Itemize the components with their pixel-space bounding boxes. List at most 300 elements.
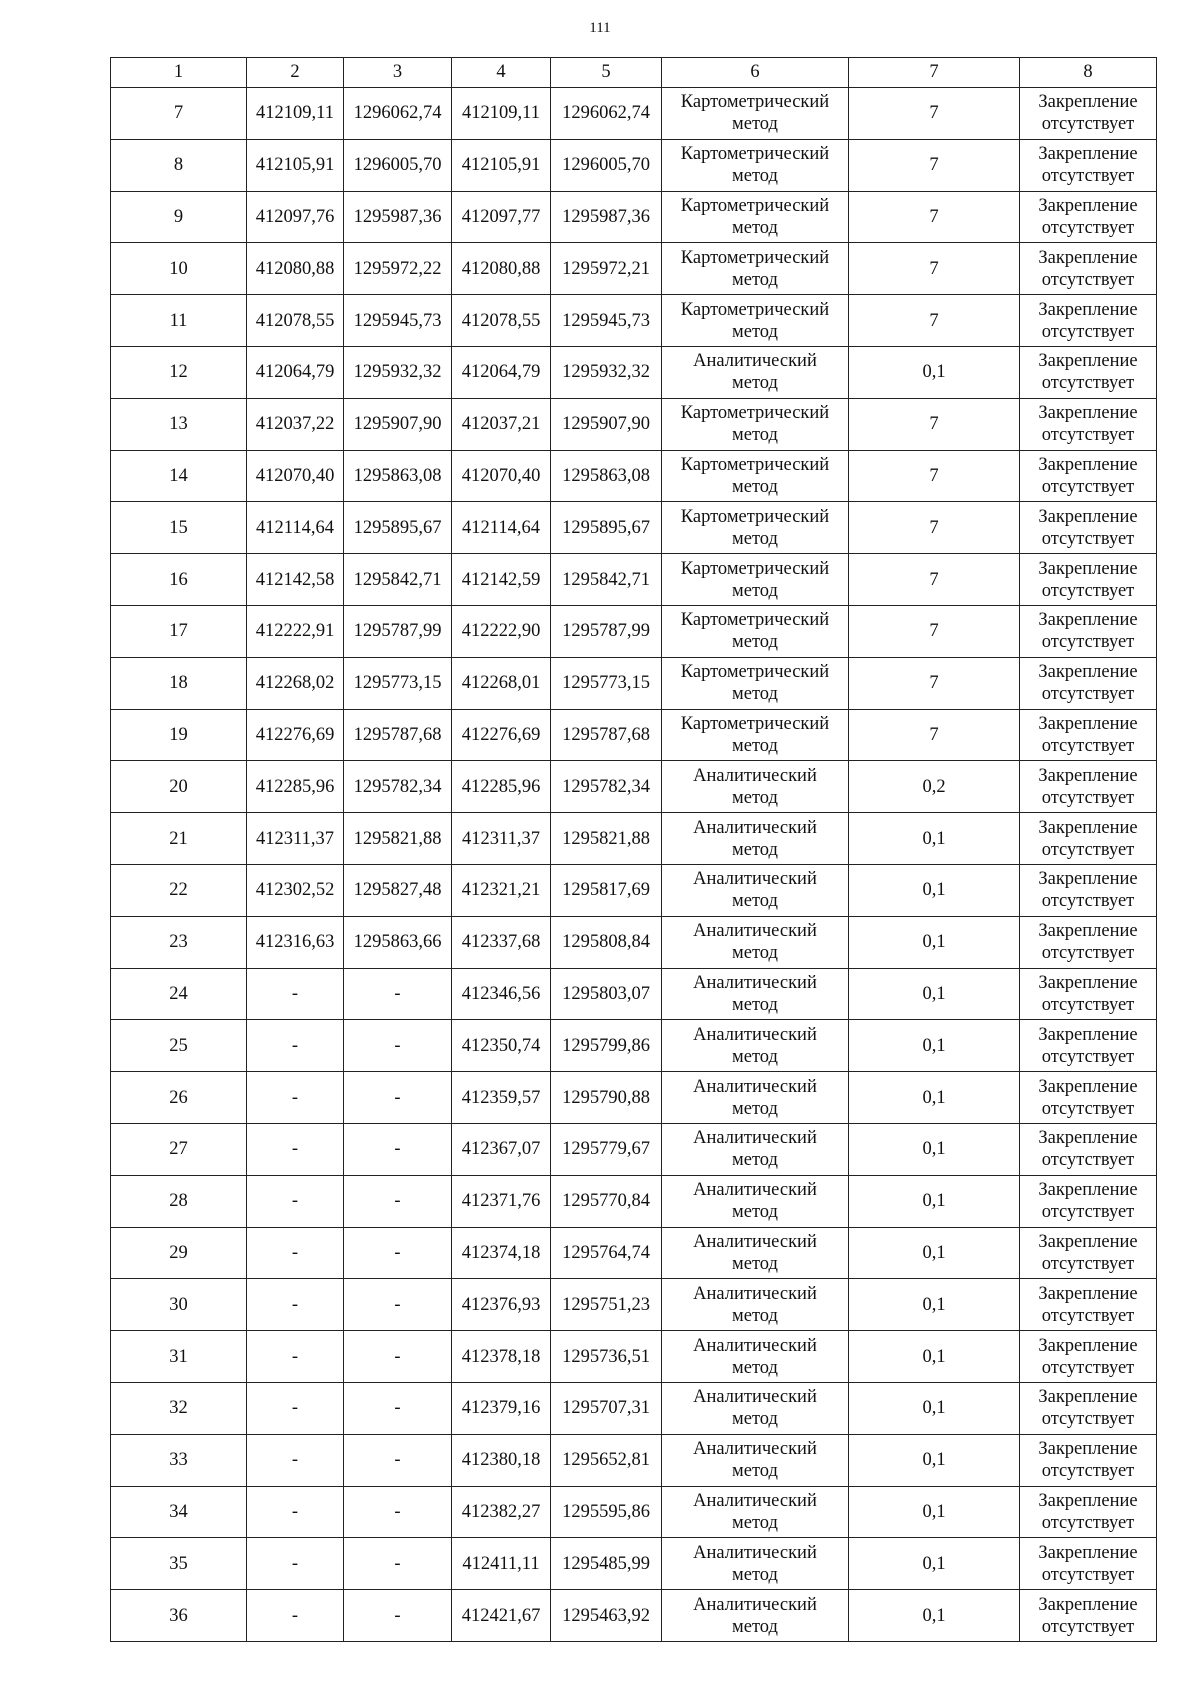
existing-x-cell: 412316,63 <box>247 916 344 968</box>
method-cell <box>662 502 849 554</box>
accuracy-cell: 7 <box>849 295 1020 347</box>
fixing-text: Закрепление <box>1038 1439 1138 1460</box>
column-header: 1 <box>111 58 247 88</box>
accuracy-cell: 0,1 <box>849 1590 1020 1642</box>
accuracy-cell: 0,1 <box>849 1331 1020 1383</box>
fixing-text: Закрепление <box>1038 1542 1138 1563</box>
fixing-cell <box>1020 1072 1157 1124</box>
existing-x-cell: - <box>247 1175 344 1227</box>
existing-x-cell: 412311,37 <box>247 813 344 865</box>
point-number-cell: 34 <box>111 1486 247 1538</box>
method-text: Аналитический <box>693 972 817 993</box>
table-header-row <box>111 58 1157 88</box>
table-row <box>111 450 1157 502</box>
existing-x-cell: 412268,02 <box>247 657 344 709</box>
existing-x-cell: - <box>247 968 344 1020</box>
refined-y-cell: 1295736,51 <box>551 1331 662 1383</box>
existing-x-cell: 412276,69 <box>247 709 344 761</box>
fixing-text: отсутствует <box>1041 269 1135 290</box>
fixing-text: отсутствует <box>1041 891 1135 912</box>
coordinates-table <box>110 57 1157 1642</box>
fixing-text: Закрепление <box>1038 765 1138 786</box>
existing-y-cell: - <box>344 1382 452 1434</box>
fixing-text: Закрепление <box>1038 195 1138 216</box>
existing-y-cell: - <box>344 1020 452 1072</box>
existing-x-cell: 412078,55 <box>247 295 344 347</box>
method-text: метод <box>732 373 778 394</box>
method-text: Аналитический <box>693 921 817 942</box>
table-row <box>111 1331 1157 1383</box>
fixing-text: отсутствует <box>1041 1357 1135 1378</box>
method-cell <box>662 1279 849 1331</box>
existing-x-cell: 412142,58 <box>247 554 344 606</box>
table-row <box>111 761 1157 813</box>
accuracy-cell: 0,1 <box>849 1434 1020 1486</box>
refined-y-cell: 1295803,07 <box>551 968 662 1020</box>
existing-y-cell: - <box>344 1175 452 1227</box>
existing-y-cell: 1295987,36 <box>344 191 452 243</box>
fixing-text: отсутствует <box>1041 1305 1135 1326</box>
refined-x-cell: 412380,18 <box>452 1434 551 1486</box>
refined-x-cell: 412346,56 <box>452 968 551 1020</box>
fixing-text: Закрепление <box>1038 1283 1138 1304</box>
fixing-text: Закрепление <box>1038 921 1138 942</box>
method-text: Картометрический <box>680 299 830 320</box>
method-text: Аналитический <box>693 1231 817 1252</box>
method-text: Аналитический <box>693 765 817 786</box>
method-text: Картометрический <box>680 662 830 683</box>
fixing-text: Закрепление <box>1038 144 1138 165</box>
method-text: метод <box>732 1616 778 1637</box>
method-cell <box>662 1227 849 1279</box>
table-row <box>111 1434 1157 1486</box>
column-header: 8 <box>1020 58 1157 88</box>
refined-y-cell: 1295863,08 <box>551 450 662 502</box>
fixing-text: Закрепление <box>1038 610 1138 631</box>
existing-y-cell: 1295932,32 <box>344 346 452 398</box>
fixing-text: отсутствует <box>1041 1150 1135 1171</box>
refined-x-cell: 412359,57 <box>452 1072 551 1124</box>
refined-x-cell: 412078,55 <box>452 295 551 347</box>
refined-x-cell: 412276,69 <box>452 709 551 761</box>
point-number-cell: 18 <box>111 657 247 709</box>
method-text: Картометрический <box>680 247 830 268</box>
method-text: Аналитический <box>693 1490 817 1511</box>
table-row <box>111 398 1157 450</box>
refined-x-cell: 412421,67 <box>452 1590 551 1642</box>
fixing-cell <box>1020 1486 1157 1538</box>
method-cell <box>662 450 849 502</box>
point-number-cell: 20 <box>111 761 247 813</box>
existing-y-cell: - <box>344 1434 452 1486</box>
refined-y-cell: 1295782,34 <box>551 761 662 813</box>
point-number-cell: 35 <box>111 1538 247 1590</box>
fixing-text: Закрепление <box>1038 92 1138 113</box>
fixing-text: Закрепление <box>1038 972 1138 993</box>
refined-y-cell: 1295817,69 <box>551 864 662 916</box>
fixing-text: отсутствует <box>1041 166 1135 187</box>
existing-y-cell: 1295863,08 <box>344 450 452 502</box>
refined-y-cell: 1295764,74 <box>551 1227 662 1279</box>
method-text: метод <box>732 425 778 446</box>
existing-x-cell: - <box>247 1020 344 1072</box>
refined-x-cell: 412070,40 <box>452 450 551 502</box>
method-text: Аналитический <box>693 1335 817 1356</box>
existing-x-cell: 412302,52 <box>247 864 344 916</box>
accuracy-cell: 0,1 <box>849 864 1020 916</box>
method-cell <box>662 1486 849 1538</box>
refined-y-cell: 1295751,23 <box>551 1279 662 1331</box>
method-cell <box>662 1020 849 1072</box>
existing-y-cell: - <box>344 1590 452 1642</box>
method-text: Аналитический <box>693 1387 817 1408</box>
refined-y-cell: 1295790,88 <box>551 1072 662 1124</box>
fixing-text: отсутствует <box>1041 684 1135 705</box>
method-text: Картометрический <box>680 610 830 631</box>
fixing-cell <box>1020 864 1157 916</box>
table-row <box>111 1279 1157 1331</box>
existing-y-cell: - <box>344 1227 452 1279</box>
existing-y-cell: 1295863,66 <box>344 916 452 968</box>
method-text: метод <box>732 580 778 601</box>
fixing-text: Закрепление <box>1038 817 1138 838</box>
method-text: Аналитический <box>693 869 817 890</box>
refined-y-cell: 1295972,21 <box>551 243 662 295</box>
method-text: Аналитический <box>693 1128 817 1149</box>
existing-x-cell: 412037,22 <box>247 398 344 450</box>
existing-y-cell: - <box>344 1279 452 1331</box>
method-text: Аналитический <box>693 817 817 838</box>
fixing-cell <box>1020 761 1157 813</box>
refined-x-cell: 412222,90 <box>452 605 551 657</box>
fixing-text: отсутствует <box>1041 1461 1135 1482</box>
method-cell <box>662 864 849 916</box>
refined-y-cell: 1295907,90 <box>551 398 662 450</box>
fixing-text: отсутствует <box>1041 1098 1135 1119</box>
existing-y-cell: 1295842,71 <box>344 554 452 606</box>
refined-x-cell: 412378,18 <box>452 1331 551 1383</box>
refined-x-cell: 412367,07 <box>452 1123 551 1175</box>
method-text: метод <box>732 1253 778 1274</box>
fixing-cell <box>1020 1331 1157 1383</box>
method-text: метод <box>732 632 778 653</box>
fixing-cell <box>1020 813 1157 865</box>
method-cell <box>662 191 849 243</box>
method-text: метод <box>732 684 778 705</box>
table-row <box>111 1123 1157 1175</box>
fixing-text: Закрепление <box>1038 1490 1138 1511</box>
fixing-cell <box>1020 346 1157 398</box>
refined-x-cell: 412268,01 <box>452 657 551 709</box>
point-number-cell: 12 <box>111 346 247 398</box>
fixing-text: отсутствует <box>1041 321 1135 342</box>
point-number-cell: 28 <box>111 1175 247 1227</box>
refined-y-cell: 1296062,74 <box>551 88 662 140</box>
method-cell <box>662 346 849 398</box>
fixing-text: Закрепление <box>1038 713 1138 734</box>
point-number-cell: 8 <box>111 139 247 191</box>
table-row <box>111 1382 1157 1434</box>
fixing-text: отсутствует <box>1041 1409 1135 1430</box>
refined-y-cell: 1295932,32 <box>551 346 662 398</box>
existing-x-cell: 412285,96 <box>247 761 344 813</box>
fixing-cell <box>1020 88 1157 140</box>
fixing-text: Закрепление <box>1038 247 1138 268</box>
existing-x-cell: - <box>247 1382 344 1434</box>
existing-x-cell: - <box>247 1072 344 1124</box>
fixing-cell <box>1020 916 1157 968</box>
fixing-text: отсутствует <box>1041 528 1135 549</box>
point-number-cell: 9 <box>111 191 247 243</box>
page-number: 111 <box>589 20 611 36</box>
table-row <box>111 605 1157 657</box>
table-row <box>111 1590 1157 1642</box>
method-cell <box>662 243 849 295</box>
method-cell <box>662 761 849 813</box>
method-cell <box>662 1538 849 1590</box>
refined-x-cell: 412371,76 <box>452 1175 551 1227</box>
existing-x-cell: - <box>247 1227 344 1279</box>
method-text: метод <box>732 1512 778 1533</box>
fixing-text: Закрепление <box>1038 351 1138 372</box>
table-row <box>111 916 1157 968</box>
fixing-text: отсутствует <box>1041 476 1135 497</box>
table-row <box>111 1020 1157 1072</box>
accuracy-cell: 0,1 <box>849 916 1020 968</box>
accuracy-cell: 7 <box>849 657 1020 709</box>
fixing-text: Закрепление <box>1038 1335 1138 1356</box>
method-text: метод <box>732 1564 778 1585</box>
fixing-text: отсутствует <box>1041 1564 1135 1585</box>
fixing-text: Закрепление <box>1038 1231 1138 1252</box>
existing-y-cell: 1295782,34 <box>344 761 452 813</box>
fixing-cell <box>1020 139 1157 191</box>
point-number-cell: 25 <box>111 1020 247 1072</box>
fixing-cell <box>1020 1434 1157 1486</box>
existing-x-cell: 412114,64 <box>247 502 344 554</box>
point-number-cell: 21 <box>111 813 247 865</box>
refined-x-cell: 412379,16 <box>452 1382 551 1434</box>
fixing-cell <box>1020 450 1157 502</box>
refined-y-cell: 1295773,15 <box>551 657 662 709</box>
method-text: метод <box>732 839 778 860</box>
existing-x-cell: - <box>247 1123 344 1175</box>
table-row <box>111 709 1157 761</box>
accuracy-cell: 7 <box>849 709 1020 761</box>
method-text: метод <box>732 1409 778 1430</box>
table-row <box>111 864 1157 916</box>
refined-y-cell: 1296005,70 <box>551 139 662 191</box>
existing-y-cell: 1295821,88 <box>344 813 452 865</box>
refined-y-cell: 1295652,81 <box>551 1434 662 1486</box>
refined-x-cell: 412114,64 <box>452 502 551 554</box>
table-row <box>111 1486 1157 1538</box>
method-text: Картометрический <box>680 558 830 579</box>
method-cell <box>662 1175 849 1227</box>
method-text: метод <box>732 891 778 912</box>
point-number-cell: 27 <box>111 1123 247 1175</box>
fixing-text: Закрепление <box>1038 1594 1138 1615</box>
existing-x-cell: 412070,40 <box>247 450 344 502</box>
existing-y-cell: 1295972,22 <box>344 243 452 295</box>
refined-y-cell: 1295945,73 <box>551 295 662 347</box>
refined-y-cell: 1295779,67 <box>551 1123 662 1175</box>
method-text: метод <box>732 1461 778 1482</box>
existing-x-cell: 412080,88 <box>247 243 344 295</box>
method-cell <box>662 554 849 606</box>
point-number-cell: 24 <box>111 968 247 1020</box>
existing-x-cell: 412109,11 <box>247 88 344 140</box>
method-text: метод <box>732 476 778 497</box>
existing-x-cell: - <box>247 1434 344 1486</box>
existing-x-cell: 412064,79 <box>247 346 344 398</box>
fixing-text: Закрепление <box>1038 1024 1138 1045</box>
method-text: Аналитический <box>693 1024 817 1045</box>
existing-x-cell: 412105,91 <box>247 139 344 191</box>
accuracy-cell: 0,1 <box>849 968 1020 1020</box>
fixing-cell <box>1020 1279 1157 1331</box>
refined-x-cell: 412064,79 <box>452 346 551 398</box>
method-text: метод <box>732 1098 778 1119</box>
fixing-text: Закрепление <box>1038 299 1138 320</box>
fixing-text: Закрепление <box>1038 403 1138 424</box>
method-cell <box>662 88 849 140</box>
fixing-cell <box>1020 1020 1157 1072</box>
method-text: метод <box>732 1357 778 1378</box>
method-text: метод <box>732 1202 778 1223</box>
column-header: 7 <box>849 58 1020 88</box>
fixing-text: Закрепление <box>1038 869 1138 890</box>
column-header: 4 <box>452 58 551 88</box>
refined-y-cell: 1295987,36 <box>551 191 662 243</box>
table-row <box>111 88 1157 140</box>
accuracy-cell: 7 <box>849 398 1020 450</box>
existing-x-cell: - <box>247 1331 344 1383</box>
method-text: Картометрический <box>680 144 830 165</box>
refined-y-cell: 1295895,67 <box>551 502 662 554</box>
fixing-cell <box>1020 243 1157 295</box>
fixing-text: отсутствует <box>1041 839 1135 860</box>
existing-y-cell: 1295895,67 <box>344 502 452 554</box>
method-text: Аналитический <box>693 1076 817 1097</box>
refined-x-cell: 412037,21 <box>452 398 551 450</box>
method-text: метод <box>732 943 778 964</box>
method-text: метод <box>732 1150 778 1171</box>
point-number-cell: 22 <box>111 864 247 916</box>
method-cell <box>662 1072 849 1124</box>
accuracy-cell: 7 <box>849 243 1020 295</box>
fixing-cell <box>1020 968 1157 1020</box>
fixing-text: Закрепление <box>1038 1128 1138 1149</box>
fixing-cell <box>1020 1175 1157 1227</box>
existing-y-cell: - <box>344 1072 452 1124</box>
accuracy-cell: 0,1 <box>849 1175 1020 1227</box>
table-row <box>111 813 1157 865</box>
refined-y-cell: 1295821,88 <box>551 813 662 865</box>
method-text: Аналитический <box>693 351 817 372</box>
method-cell <box>662 968 849 1020</box>
method-text: метод <box>732 114 778 135</box>
table-row <box>111 346 1157 398</box>
fixing-cell <box>1020 1382 1157 1434</box>
method-text: Картометрический <box>680 713 830 734</box>
method-text: метод <box>732 217 778 238</box>
accuracy-cell: 7 <box>849 450 1020 502</box>
existing-y-cell: 1296062,74 <box>344 88 452 140</box>
existing-y-cell: 1296005,70 <box>344 139 452 191</box>
point-number-cell: 30 <box>111 1279 247 1331</box>
method-text: метод <box>732 321 778 342</box>
table-row <box>111 554 1157 606</box>
accuracy-cell: 0,1 <box>849 1123 1020 1175</box>
table-body <box>111 58 1157 1642</box>
existing-x-cell: - <box>247 1279 344 1331</box>
accuracy-cell: 0,1 <box>849 1072 1020 1124</box>
refined-y-cell: 1295485,99 <box>551 1538 662 1590</box>
fixing-cell <box>1020 1123 1157 1175</box>
refined-y-cell: 1295707,31 <box>551 1382 662 1434</box>
table-row <box>111 139 1157 191</box>
existing-x-cell: 412097,76 <box>247 191 344 243</box>
method-text: метод <box>732 528 778 549</box>
fixing-text: отсутствует <box>1041 1046 1135 1067</box>
refined-y-cell: 1295787,68 <box>551 709 662 761</box>
fixing-text: Закрепление <box>1038 1180 1138 1201</box>
refined-y-cell: 1295595,86 <box>551 1486 662 1538</box>
fixing-text: отсутствует <box>1041 1253 1135 1274</box>
fixing-text: отсутствует <box>1041 787 1135 808</box>
fixing-cell <box>1020 191 1157 243</box>
method-text: метод <box>732 994 778 1015</box>
method-cell <box>662 398 849 450</box>
column-header: 3 <box>344 58 452 88</box>
method-cell <box>662 709 849 761</box>
method-cell <box>662 1434 849 1486</box>
refined-y-cell: 1295770,84 <box>551 1175 662 1227</box>
point-number-cell: 36 <box>111 1590 247 1642</box>
refined-x-cell: 412374,18 <box>452 1227 551 1279</box>
existing-y-cell: 1295787,68 <box>344 709 452 761</box>
existing-y-cell: - <box>344 1486 452 1538</box>
method-cell <box>662 813 849 865</box>
table-row <box>111 191 1157 243</box>
fixing-text: отсутствует <box>1041 1512 1135 1533</box>
accuracy-cell: 0,1 <box>849 346 1020 398</box>
method-cell <box>662 1590 849 1642</box>
refined-x-cell: 412285,96 <box>452 761 551 813</box>
refined-x-cell: 412105,91 <box>452 139 551 191</box>
fixing-text: отсутствует <box>1041 735 1135 756</box>
fixing-text: Закрепление <box>1038 454 1138 475</box>
method-text: метод <box>732 1046 778 1067</box>
table-row <box>111 1227 1157 1279</box>
accuracy-cell: 0,1 <box>849 1382 1020 1434</box>
method-text: Аналитический <box>693 1180 817 1201</box>
table-row <box>111 502 1157 554</box>
fixing-cell <box>1020 1538 1157 1590</box>
method-text: Аналитический <box>693 1283 817 1304</box>
method-text: метод <box>732 1305 778 1326</box>
refined-y-cell: 1295808,84 <box>551 916 662 968</box>
fixing-text: отсутствует <box>1041 425 1135 446</box>
fixing-text: отсутствует <box>1041 373 1135 394</box>
point-number-cell: 14 <box>111 450 247 502</box>
refined-x-cell: 412080,88 <box>452 243 551 295</box>
accuracy-cell: 7 <box>849 502 1020 554</box>
method-text: метод <box>732 787 778 808</box>
fixing-text: Закрепление <box>1038 1076 1138 1097</box>
fixing-cell <box>1020 709 1157 761</box>
